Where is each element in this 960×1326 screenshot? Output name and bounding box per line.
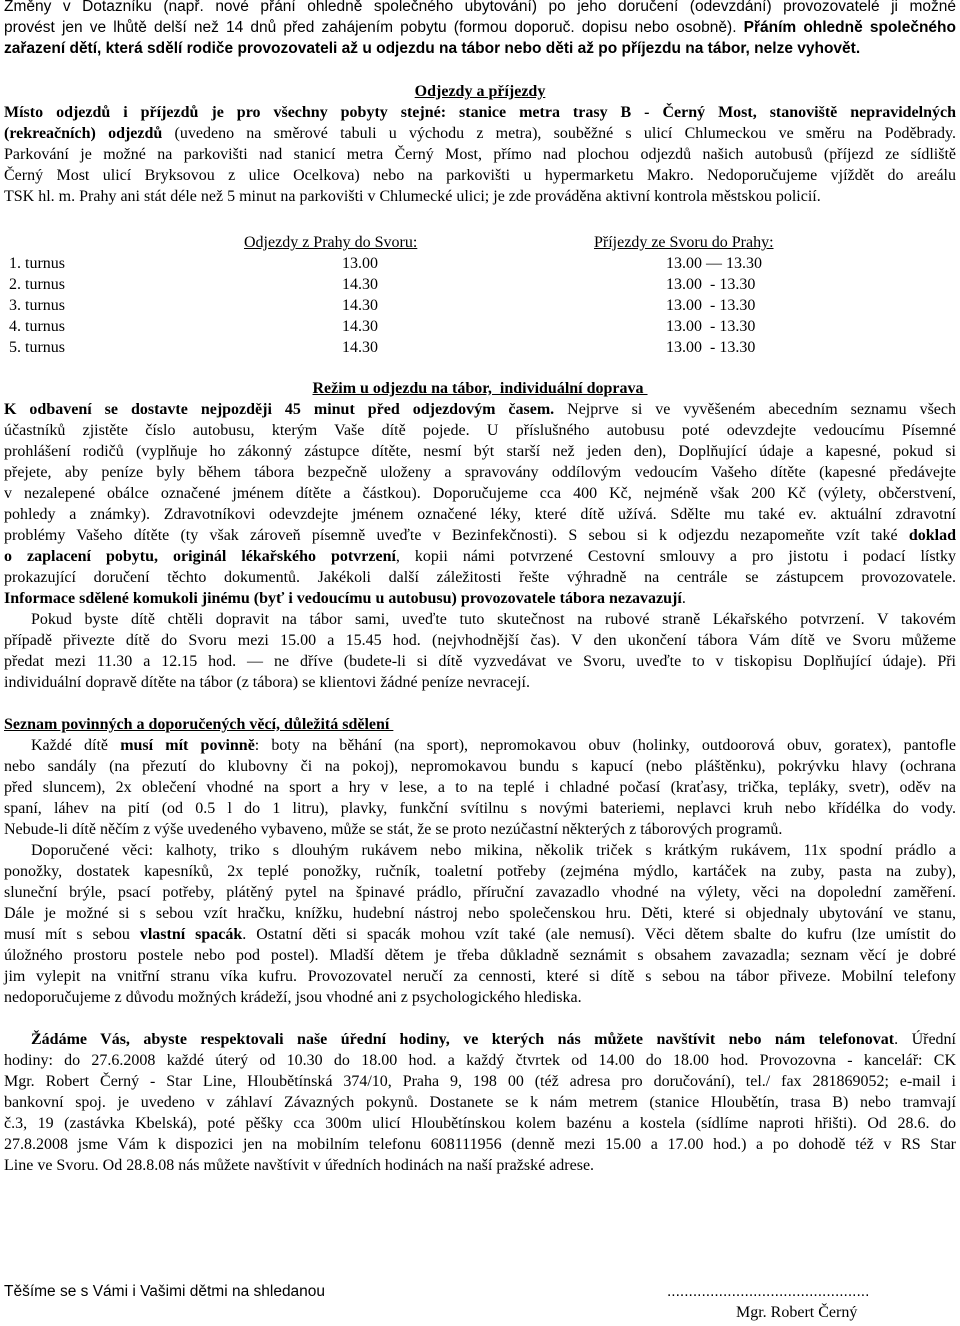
schedule-dep-time: 13.00 (342, 255, 378, 272)
schedule-arr-time: 13.00 - 13.30 (666, 297, 756, 314)
intro-line: zařazení dětí, která sdělí rodiče provozovateli až u odjezdu na tábor nebo děti až po příjezdu na tábor, nelze vyhovět. (4, 40, 861, 57)
schedule-arr-time: 13.00 - 13.30 (666, 318, 756, 335)
schedule-header-arrival: Příjezdy ze Svoru do Prahy: (594, 234, 774, 251)
schedule-turn: 1. turnus (9, 255, 65, 272)
office-line: Žádáme Vás, abyste respektovali naše úřední hodiny, ve kterých nás můžete navštívit nebo nám telefonovat. Úřední (31, 1031, 956, 1048)
office-line: hodiny: do 27.6.2008 každé úterý od 10.30 do 18.00 hod. a každý čtvrtek od 14.00 do 18.00 hod. Provozovna - kancelář: CK (4, 1052, 956, 1069)
schedule-arr-time: 13.00 — 13.30 (666, 255, 762, 272)
departures-line: Místo odjezdů i příjezdů je pro všechny pobyty stejné: stanice metra trasy B - Černý Most, stanoviště nepravidelných (4, 104, 956, 121)
items-line: nedoporučujeme z důvodu možných krádeží, jsou vhodné ani z psychologického hlediska. (4, 989, 582, 1006)
departures-line: TSK hl. m. Prahy ani stát déle než 5 minut na parkovišti v Chlumecké ulici; je zde prováděna aktivní kontrola městskou policií. (4, 188, 821, 205)
items-line: úložného prostoru postele nebo pod postel). Mladší dětem je třeba důkladně seznámit s obsahem zavazadla; seznam věcí je dobré (4, 947, 956, 964)
schedule-dep-time: 14.30 (342, 339, 378, 356)
items-line: Nebude-li dítě něčím z výše uvedeného vybaveno, může se stát, že se proto nezúčastní některých z táborových programů. (4, 821, 783, 838)
office-section (4, 1029, 956, 1176)
items-line: jim vylepit na vnitřní stranu víka kufru. Provozovatel neručí za cennosti, které si dítě s sebou na tábor přiveze. Mobilní telefony (4, 968, 956, 985)
items-line: sluneční brýle, psací potřeby, plátěný pytel na špinavé prádlo, příruční zavazadlo vhodné na výlety, věci na dopolední zaměření. (4, 884, 956, 901)
office-line: 27.8.2008 jsme Vám k dispozici jen na mobilním telefonu 608111956 (denně mezi 15.00 a 17.00 hod.) a po dohodě též v RS Star (4, 1136, 956, 1153)
items-line: spaní, láhev na pití (od 0.5 l do 1 litru), plavky, funkční svítilnu s novými bateriemi, neplavci kruh nebo křídélka do vody. (4, 800, 956, 817)
items-line: před sluncem), 2x oblečení vhodné na sport a hry v lese, a to na teplé i chladné počasí (kraťasy, trička, tepláky, svetr), oděv na (4, 779, 956, 796)
schedule-dep-time: 14.30 (342, 318, 378, 335)
departures-line: Černý Most ulicí Bryksovou z ulice Ocelkova) nebo na parkovišti u hypermarketu Makro. Nedoporučujeme vjíždět do areálu (4, 167, 956, 184)
signature-name: Mgr. Robert Černý (736, 1304, 858, 1321)
items-line: musí mít s sebou vlastní spacák. Ostatní děti si spacák mohou vzít také (ale nemusí). Věci dětem sbalte do kufru (lze umístit do (4, 926, 957, 943)
regime-line: prohlášení rodičů (vyplňuje ho zákonný zástupce dítěte, nesmí být starší než jeden den), Doplňující údaje a kapesné, pokud si (4, 443, 956, 460)
regime-line: problémy Vašeho dítěte (ty však zároveň písemně uveďte v Bezinfekčnosti). S sebou si k odjezdu nezapomeňte vzít také doklad (4, 527, 956, 544)
schedule-turn: 4. turnus (9, 318, 65, 335)
regime-line: případě přivezte dítě do Svoru mezi 15.00 a 15.45 hod. (nejvhodnější čas). V den ukončení tábora Vám dítě ve Svoru můžeme (4, 632, 956, 649)
regime-line: K odbavení se dostavte nejpozději 45 minut před odjezdovým časem. Nejprve si ve vyvěšeném abecedním seznamu všech (4, 401, 957, 418)
schedule-dep-time: 14.30 (342, 276, 378, 293)
regime-line: individuální dopravě dítěte na tábor (z tábora) se klientovi žádné peníze nevracejí. (4, 674, 530, 691)
office-line: č.3, 19 (zastávka Kbelská), poté pěšky cca 300m ulicí Hloubětínskou kolem bazénu a kostela (sídlíme naproti hřišti). Od 28.6. do (4, 1115, 956, 1132)
closing-greeting: Těšíme se s Vámi i Vašimi dětmi na shledanou (4, 1283, 326, 1300)
regime-line: předat mezi 11.30 a 12.15 hod. — ne dříve (budete-li si dítě vyzvedávat ve Svoru, uveďte to v tiskopisu Doplňující údaje). Při (4, 653, 956, 670)
schedule-dep-time: 14.30 (342, 297, 378, 314)
office-line: bankovní spoj. je uvedeno v záhlaví Závazných pokynů. Dostanete se k nám metrem (stanice Hloubětín, trasa B) nebo tramvají (4, 1094, 956, 1111)
schedule-arr-time: 13.00 - 13.30 (666, 276, 756, 293)
departures-section (4, 81, 956, 207)
office-line: Line ve Svoru. Od 28.8.08 nás můžete navštívit v úředních hodinách na naší pražské adrese. (4, 1157, 595, 1174)
items-line: Doporučené věci: kalhoty, triko s dlouhým rukávem nebo mikina, několik triček s krátkým rukávem, 11x spodní prádlo a (31, 842, 956, 859)
departures-line: (rekreačních) odjezdů (uvedeno na směrové tabuli u východu z metra), souběžné s ulicí Chlumeckou ve směru na Poděbrady. (4, 125, 956, 142)
signature-line: ............................................... (667, 1283, 870, 1300)
items-line: Každé dítě musí mít povinně: boty na běhání (na sport), nepromokavou obuv (holinky, outdoorová obuv, goratex), pantofle (31, 737, 956, 754)
regime-line: v nezalepené obálce označené jménem dítěte a částkou). Doporučujeme cca 400 Kč, nejméně však 200 Kč (výlety, občerstvení, (4, 485, 956, 502)
office-line: Mgr. Robert Černý - Star Line, Hloubětínská 374/10, Praha 9, 198 00 (též adresa pro doručování), tel./ fax 281869052; e-mail i (4, 1073, 956, 1090)
schedule-header-departure: Odjezdy z Prahy do Svoru: (244, 234, 418, 251)
items-line: Dále je možné si s sebou vzít hračku, knížku, hudební nástroj nebo společenskou hru. Děti, které si objednaly ubytování ve stanu, (4, 905, 956, 922)
intro-line: Změny v Dotazníku (např. nové přání ohledně společného ubytování) po jeho doručení (odevzdání) provozovatelé ji možné (4, 0, 956, 15)
intro-line: provést jen ve lhůtě delší než 14 dnů před zahájením pobytu (formou doporuč. dopisu nebo osobně). Přáním ohledně společného (4, 19, 956, 36)
schedule-turn: 3. turnus (9, 297, 65, 314)
items-line: nebo sandály (na přezutí do klubovny či na pokoj), nepromokavou bundu s kapucí (nebo pláštěnku), pokrývku hlavy (ochrana (4, 758, 956, 775)
schedule-arr-time: 13.00 - 13.30 (666, 339, 756, 356)
schedule-turn: 2. turnus (9, 276, 65, 293)
regime-line: o zaplacení pobytu, originál lékařského potvrzení, kopii námi potvrzené Cestovní smlouvy a pro jistotu i podací lístky (4, 548, 957, 565)
intro-paragraph (4, 0, 956, 59)
regime-line: Informace sdělené komukoli jinému (byť i vedoucímu u autobusu) provozovatele tábora nezavazují. (4, 590, 686, 607)
schedule-turn: 5. turnus (9, 339, 65, 356)
departures-heading: Odjezdy a příjezdy (414, 83, 546, 100)
regime-line: Pokud byste dítě chtěli dopravit na tábor sami, uveďte tuto skutečnost na rubové straně Lékařského potvrzení. V takovém (31, 611, 956, 628)
regime-heading: Režim u odjezdu na tábor, individuální doprava (312, 380, 648, 397)
departures-line: Parkování je možné na parkovišti nad stanicí metra Černý Most, přímo nad plochou odjezdů našich autobusů (příjezd ze sídliště (4, 146, 956, 163)
regime-line: přejete, aby peníze byly během tábora bezpečně uloženy a spravovány oddílovým vedoucím Vašeho dítěte (kapesné předávejte (4, 464, 956, 481)
regime-line: prokazující doručení těchto dokumentů. Jakékoli další záležitosti řešte výhradně na centrále se zástupcem provozovatele. (4, 569, 956, 586)
items-line: ponožky, dostatek kapesníků, 2x teplé ponožky, ručník, toaletní potřeby (zejména mýdlo, kartáček na zuby, pasta na zuby), (4, 863, 956, 880)
items-heading: Seznam povinných a doporučených věcí, důležitá sdělení (4, 716, 394, 733)
items-section (4, 714, 956, 1008)
regime-line: účastníků zjistěte číslo autobusu, kterým Vaše dítě pojede. U příslušného autobusu poté odevzdejte vedoucímu Písemné (4, 422, 956, 439)
regime-section (4, 378, 956, 693)
regime-line: pohledy a známky). Zdravotníkovi odevzdejte jménem označené léky, které dítě užívá. Sdělte mu také ev. aktuální zdravotní (4, 506, 956, 523)
